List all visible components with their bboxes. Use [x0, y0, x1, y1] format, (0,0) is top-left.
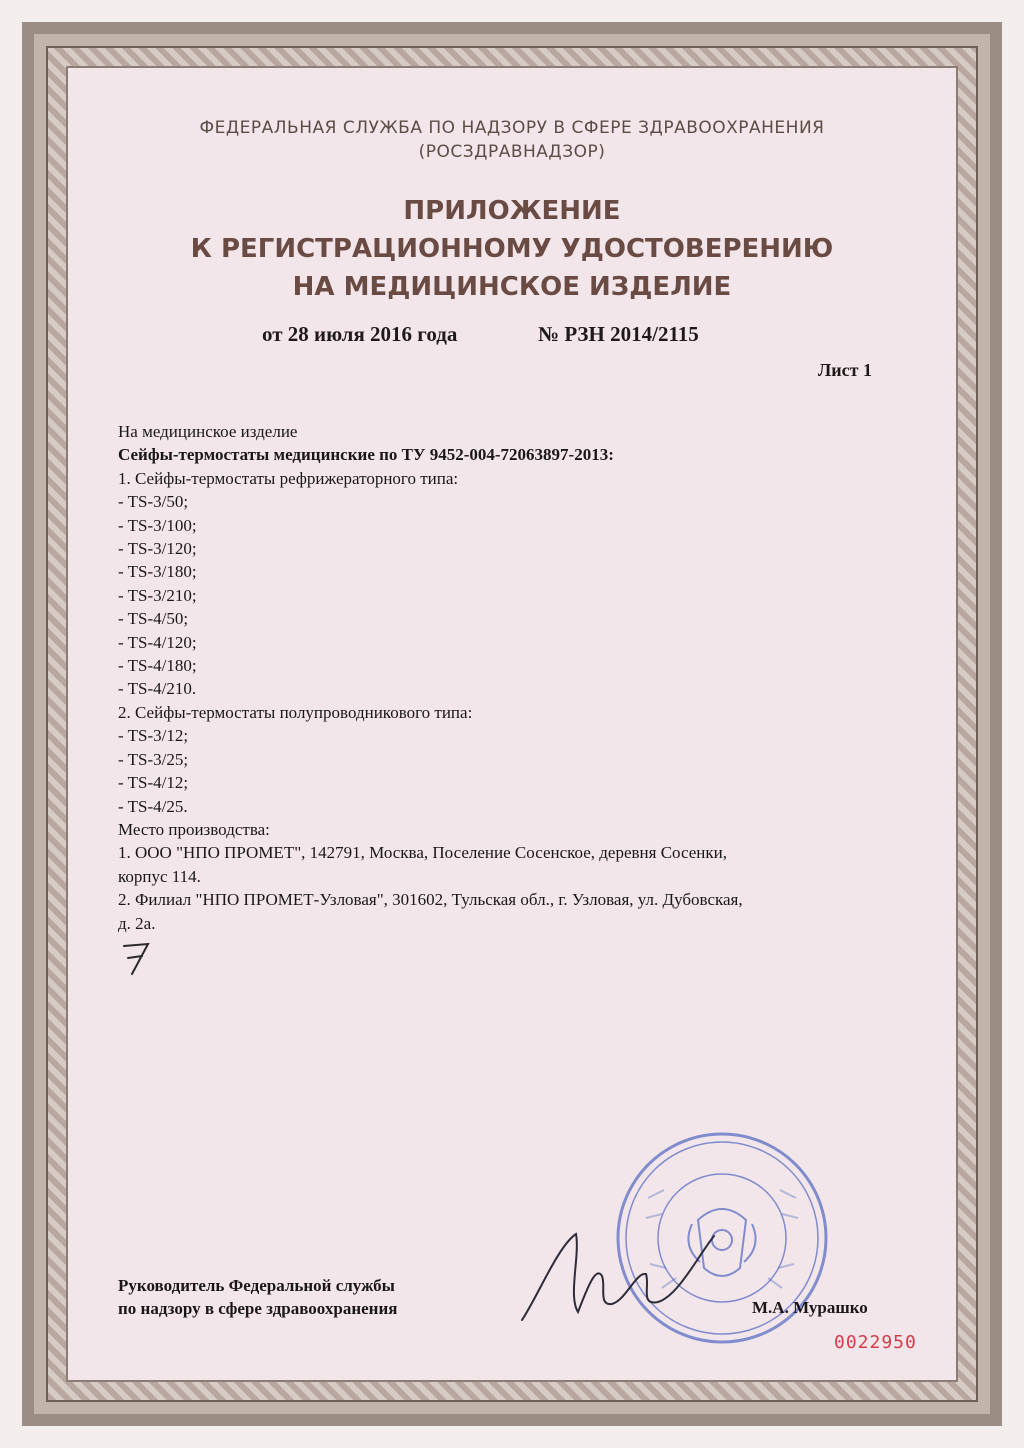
group-2-item: - TS-4/25.	[118, 796, 188, 816]
group-1-item: - TS-3/100;	[118, 515, 197, 535]
production-site-1: 1. ООО "НПО ПРОМЕТ", 142791, Москва, Поселение Сосенское, деревня Сосенки,	[118, 843, 727, 863]
group-1-item: - TS-3/120;	[118, 539, 197, 559]
group-1-item: - TS-4/120;	[118, 632, 197, 652]
production-site-2: 2. Филиал "НПО ПРОМЕТ-Узловая", 301602, Тульская обл., г. Узловая, ул. Дубовская,	[118, 890, 743, 910]
serial-number: 0022950	[834, 1332, 917, 1353]
group-1-item: - TS-3/180;	[118, 562, 197, 582]
group-1-item: - TS-3/50;	[118, 492, 189, 512]
registration-number: № РЗН 2014/2115	[538, 322, 699, 346]
product-name: Сейфы-термостаты медицинские по ТУ 9452-004-72063897-2013:	[118, 445, 614, 465]
group-2-item: - TS-4/12;	[118, 773, 189, 793]
title-line-1: ПРИЛОЖЕНИЕ	[403, 196, 621, 226]
handwritten-mark	[118, 938, 154, 978]
sheet-number: Лист 1	[817, 360, 872, 380]
agency-name: ФЕДЕРАЛЬНАЯ СЛУЖБА ПО НАДЗОРУ В СФЕРЕ ЗДРАВООХРАНЕНИЯ	[199, 118, 825, 138]
document-body	[118, 420, 898, 935]
production-label: Место производства:	[118, 819, 270, 839]
group-1-item: - TS-4/50;	[118, 609, 189, 629]
document-date: от 28 июля 2016 года	[262, 322, 458, 346]
group-2-title: 2. Сейфы-термостаты полупроводникового типа:	[118, 702, 473, 722]
production-site-1-cont: корпус 114.	[118, 866, 201, 886]
group-1-item: - TS-4/180;	[118, 656, 197, 676]
signatory-name: М.А. Мурашко	[752, 1298, 868, 1317]
group-1-item: - TS-4/210.	[118, 679, 197, 699]
production-site-2-cont: д. 2а.	[118, 913, 156, 933]
title-line-2: К РЕГИСТРАЦИОННОМУ УДОСТОВЕРЕНИЮ	[190, 234, 834, 264]
signatory-title	[118, 1274, 397, 1320]
group-1-title: 1. Сейфы-термостаты рефрижераторного типа:	[118, 468, 459, 488]
document-title	[66, 192, 958, 306]
signature-icon	[518, 1216, 738, 1326]
group-2-item: - TS-3/12;	[118, 726, 189, 746]
intro-line: На медицинское изделие	[118, 422, 298, 441]
certificate-page	[66, 66, 958, 1382]
agency-header	[66, 118, 958, 162]
group-2-item: - TS-3/25;	[118, 749, 189, 769]
signatory-title-line-1: Руководитель Федеральной службы	[118, 1276, 395, 1295]
signatory-title-line-2: по надзору в сфере здравоохранения	[118, 1299, 398, 1318]
title-line-3: НА МЕДИЦИНСКОЕ ИЗДЕЛИЕ	[292, 272, 732, 302]
group-1-item: - TS-3/210;	[118, 585, 197, 605]
agency-short-name: (РОСЗДРАВНАДЗОР)	[418, 142, 606, 162]
